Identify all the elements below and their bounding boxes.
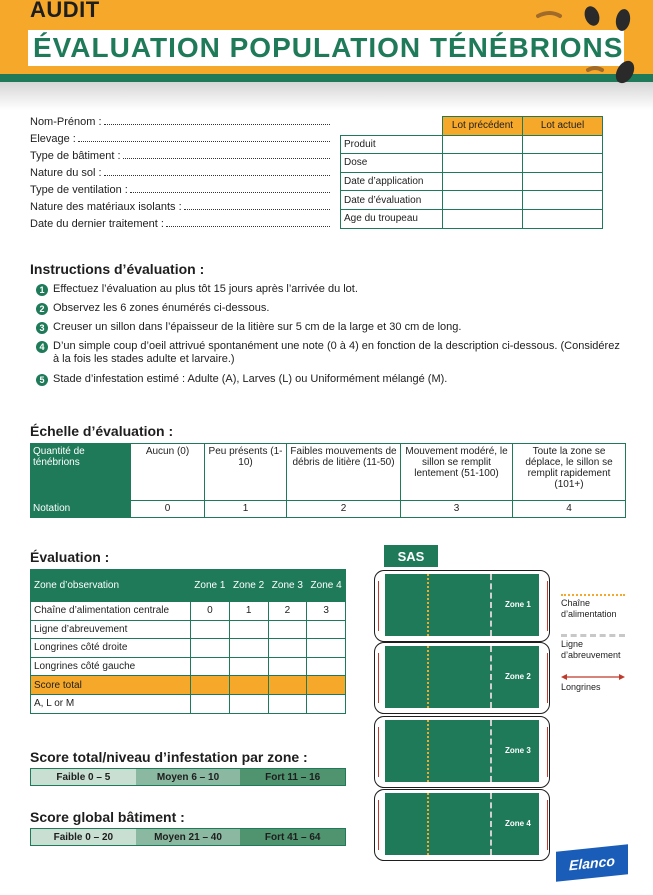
- score-total-row: Score total: [31, 676, 191, 695]
- instruction-item: 5 Stade d’infestation estimé : Adulte (A), Larves (L) ou Uniformément mélangé (M).: [36, 373, 626, 386]
- instruction-item: 3 Creuser un sillon dans l’épaisseur de la litière sur 5 cm de la large et 30 cm de long.: [36, 321, 626, 334]
- cell-input[interactable]: [443, 172, 523, 191]
- row-produit: Produit: [341, 135, 443, 154]
- zone-diagram-3: Zone 3: [374, 716, 550, 788]
- lot-info-table: [340, 116, 603, 229]
- page-title: ÉVALUATION POPULATION TÉNÉBRIONS: [33, 32, 624, 63]
- sas-label: SAS: [384, 545, 438, 567]
- legend-feed: Chaîne d’alimentation: [561, 598, 617, 619]
- zone-diagram-2: Zone 2: [374, 642, 550, 714]
- field-batiment[interactable]: Type de bâtiment :: [30, 150, 330, 162]
- cell-input[interactable]: [443, 209, 523, 228]
- scale-title: Échelle d’évaluation :: [30, 423, 174, 439]
- global-score-bar: Faible 0 – 20 Moyen 21 – 40 Fort 41 – 64: [30, 828, 346, 846]
- row-dose: Dose: [341, 154, 443, 173]
- cell-input[interactable]: [523, 209, 603, 228]
- cell-input[interactable]: [523, 172, 603, 191]
- legend-water: Ligne d’abreuvement: [561, 639, 621, 660]
- instruction-item: 1 Effectuez l’évaluation au plus tôt 15 jours après l’arrivée du lot.: [36, 283, 626, 296]
- col-lot-actuel: Lot actuel: [523, 117, 603, 136]
- row-date-application: Date d’application: [341, 172, 443, 191]
- evaluation-table: Zone d’observation Zone 1 Zone 2 Zone 3 Zone 4 Chaîne d’alimentation centrale 0 1 2 3 Ligne d’abreuvement Longrines côté droite Longrines côté gauche Score total A, L or M: [30, 569, 346, 714]
- notation-label: Notation: [31, 501, 131, 518]
- zone-score-title: Score total/niveau d’infestation par zone :: [30, 749, 308, 765]
- field-elevage[interactable]: Elevage :: [30, 133, 330, 145]
- instructions-title: Instructions d’évaluation :: [30, 261, 205, 277]
- field-traitement[interactable]: Date du dernier traitement :: [30, 218, 330, 230]
- field-nom[interactable]: Nom-Prénom :: [30, 116, 330, 128]
- zone-score-bar: Faible 0 – 5 Moyen 6 – 10 Fort 11 – 16: [30, 768, 346, 786]
- zone-diagram-4: Zone 4: [374, 789, 550, 861]
- beetle-illustration: [530, 0, 653, 100]
- scale-table: Quantité de ténébrions Aucun (0) Peu présents (1-10) Faibles mouvements de débris de litière (11-50) Mouvement modéré, le sillon se remplit lentement (51-100) Toute la zone se déplace, le sillon se remplit rapidement (101+) Notation 0 1 2 3 4: [30, 443, 626, 518]
- legend-beams: Longrines: [561, 682, 601, 692]
- cell-input[interactable]: [443, 154, 523, 173]
- field-sol[interactable]: Nature du sol :: [30, 167, 330, 179]
- zone-header: Zone d’observation: [31, 570, 191, 602]
- legend-feed-line-icon: [561, 594, 625, 596]
- cell-input[interactable]: [523, 135, 603, 154]
- instruction-item: 4 D’un simple coup d’oeil attrivué spontanément une note (0 à 4) en fonction de la description ci-dessous. (Considérez à la fois les stades adulte et larvaire.): [36, 340, 626, 366]
- instruction-item: 2 Observez les 6 zones énumérés ci-dessous.: [36, 302, 626, 315]
- cell-input[interactable]: [523, 154, 603, 173]
- legend-beams-arrow-icon: [561, 672, 625, 682]
- evaluation-title: Évaluation :: [30, 549, 110, 565]
- zone-diagram-1: Zone 1: [374, 570, 550, 642]
- cell-input[interactable]: [443, 135, 523, 154]
- col-lot-precedent: Lot précédent: [443, 117, 523, 136]
- cell-input[interactable]: [523, 191, 603, 210]
- elanco-logo: Elanco: [556, 844, 628, 882]
- global-score-title: Score global bâtiment :: [30, 809, 185, 825]
- legend-water-line-icon: [561, 634, 625, 637]
- row-age-troupeau: Age du troupeau: [341, 209, 443, 228]
- row-date-evaluation: Date d’évaluation: [341, 191, 443, 210]
- cell-input[interactable]: [443, 191, 523, 210]
- field-isolants[interactable]: Nature des matériaux isolants :: [30, 201, 330, 213]
- audit-label: AUDIT: [30, 0, 100, 22]
- field-ventilation[interactable]: Type de ventilation :: [30, 184, 330, 196]
- qty-label: Quantité de ténébrions: [31, 444, 131, 501]
